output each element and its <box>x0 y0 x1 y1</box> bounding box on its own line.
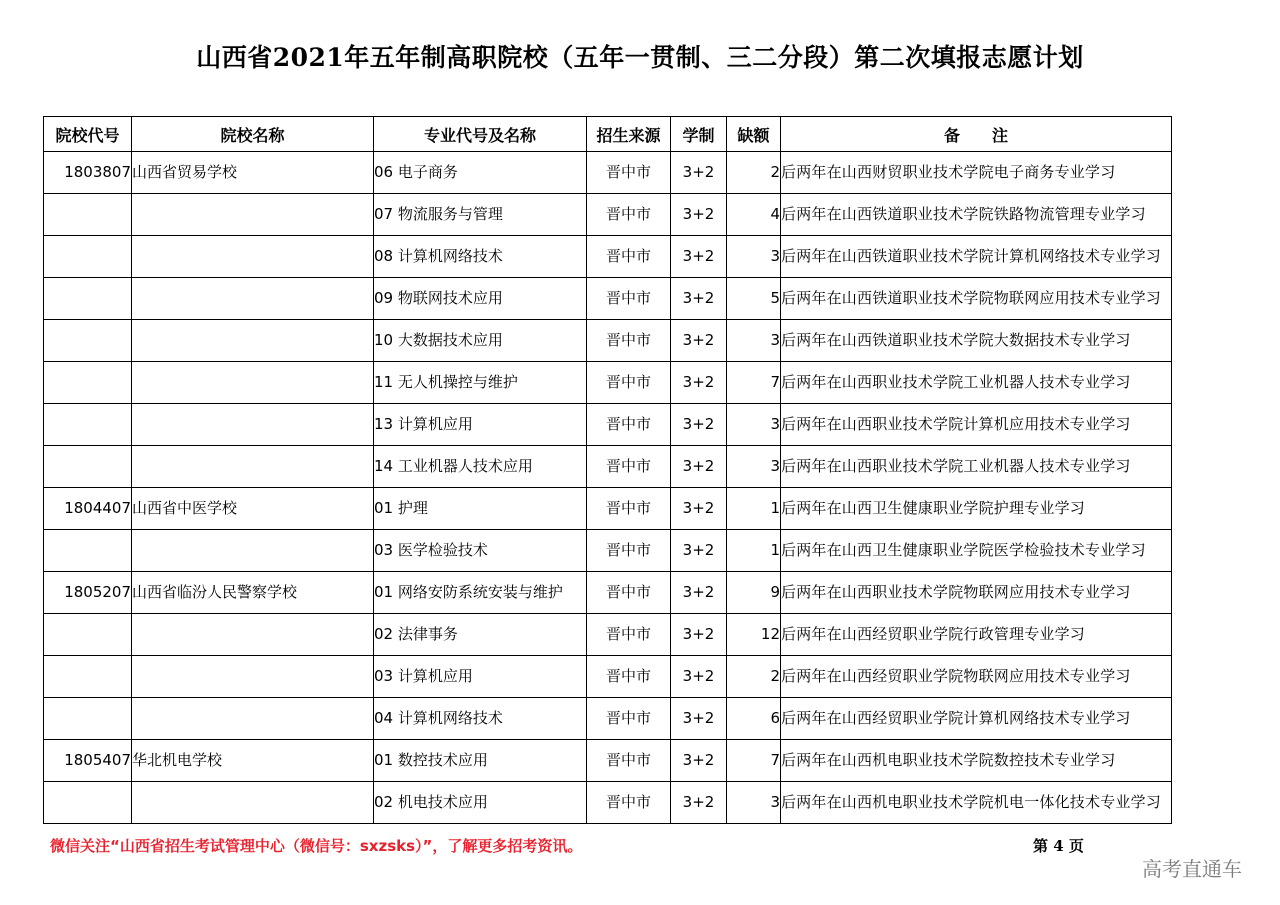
school-name-cell <box>132 320 374 362</box>
plan-table-body <box>44 152 1172 824</box>
school-name-cell <box>132 194 374 236</box>
system-cell: 3+2 <box>671 278 727 320</box>
header-note: 备 注 <box>781 117 1172 152</box>
school-code-cell <box>44 320 132 362</box>
school-code-cell <box>44 698 132 740</box>
school-code-cell: 1804407 <box>44 488 132 530</box>
major-cell: 07 物流服务与管理 <box>374 194 587 236</box>
note-cell: 后两年在山西机电职业技术学院机电一体化技术专业学习 <box>781 782 1172 824</box>
note-cell: 后两年在山西卫生健康职业学院医学检验技术专业学习 <box>781 530 1172 572</box>
system-cell: 3+2 <box>671 488 727 530</box>
major-cell: 13 计算机应用 <box>374 404 587 446</box>
school-code-cell <box>44 656 132 698</box>
table-row <box>44 698 1172 740</box>
table-row <box>44 614 1172 656</box>
source-cell: 晋中市 <box>587 404 671 446</box>
table-row <box>44 362 1172 404</box>
school-code-cell <box>44 404 132 446</box>
vacancy-cell: 3 <box>727 404 781 446</box>
system-cell: 3+2 <box>671 320 727 362</box>
school-code-cell <box>44 278 132 320</box>
system-cell: 3+2 <box>671 530 727 572</box>
vacancy-cell: 4 <box>727 194 781 236</box>
source-cell: 晋中市 <box>587 782 671 824</box>
system-cell: 3+2 <box>671 194 727 236</box>
table-row <box>44 404 1172 446</box>
school-name-cell: 山西省中医学校 <box>132 488 374 530</box>
school-name-cell <box>132 362 374 404</box>
major-cell: 08 计算机网络技术 <box>374 236 587 278</box>
vacancy-cell: 1 <box>727 530 781 572</box>
table-row <box>44 278 1172 320</box>
source-cell: 晋中市 <box>587 530 671 572</box>
note-cell: 后两年在山西铁道职业技术学院物联网应用技术专业学习 <box>781 278 1172 320</box>
system-cell: 3+2 <box>671 698 727 740</box>
system-cell: 3+2 <box>671 236 727 278</box>
school-name-cell: 山西省临汾人民警察学校 <box>132 572 374 614</box>
school-name-cell <box>132 614 374 656</box>
major-cell: 01 数控技术应用 <box>374 740 587 782</box>
note-cell: 后两年在山西经贸职业学院计算机网络技术专业学习 <box>781 698 1172 740</box>
vacancy-cell: 7 <box>727 362 781 404</box>
plan-table <box>43 116 1172 824</box>
table-row <box>44 572 1172 614</box>
source-cell: 晋中市 <box>587 740 671 782</box>
major-cell: 09 物联网技术应用 <box>374 278 587 320</box>
vacancy-cell: 7 <box>727 740 781 782</box>
system-cell: 3+2 <box>671 572 727 614</box>
school-name-cell <box>132 404 374 446</box>
note-cell: 后两年在山西卫生健康职业学院护理专业学习 <box>781 488 1172 530</box>
system-cell: 3+2 <box>671 782 727 824</box>
table-row <box>44 740 1172 782</box>
major-cell: 02 机电技术应用 <box>374 782 587 824</box>
source-cell: 晋中市 <box>587 698 671 740</box>
table-row <box>44 152 1172 194</box>
header-row <box>44 117 1172 152</box>
note-cell: 后两年在山西财贸职业技术学院电子商务专业学习 <box>781 152 1172 194</box>
watermark: 高考直通车 <box>1142 857 1242 881</box>
header-system: 学制 <box>671 117 727 152</box>
school-name-cell <box>132 278 374 320</box>
school-name-cell <box>132 236 374 278</box>
system-cell: 3+2 <box>671 404 727 446</box>
school-code-cell: 1805407 <box>44 740 132 782</box>
note-cell: 后两年在山西铁道职业技术学院铁路物流管理专业学习 <box>781 194 1172 236</box>
major-cell: 02 法律事务 <box>374 614 587 656</box>
table-row <box>44 488 1172 530</box>
school-name-cell: 山西省贸易学校 <box>132 152 374 194</box>
system-cell: 3+2 <box>671 152 727 194</box>
vacancy-cell: 3 <box>727 236 781 278</box>
vacancy-cell: 2 <box>727 152 781 194</box>
table-row <box>44 320 1172 362</box>
school-name-cell <box>132 656 374 698</box>
school-name-cell <box>132 782 374 824</box>
header-major: 专业代号及名称 <box>374 117 587 152</box>
wechat-notice: 微信关注“山西省招生考试管理中心（微信号：sxzsks）”，了解更多招考资讯。 <box>50 837 583 855</box>
header-vacancy: 缺额 <box>727 117 781 152</box>
vacancy-cell: 5 <box>727 278 781 320</box>
source-cell: 晋中市 <box>587 614 671 656</box>
vacancy-cell: 12 <box>727 614 781 656</box>
school-code-cell <box>44 236 132 278</box>
school-code-cell <box>44 194 132 236</box>
source-cell: 晋中市 <box>587 194 671 236</box>
source-cell: 晋中市 <box>587 362 671 404</box>
note-cell: 后两年在山西职业技术学院物联网应用技术专业学习 <box>781 572 1172 614</box>
major-cell: 10 大数据技术应用 <box>374 320 587 362</box>
vacancy-cell: 1 <box>727 488 781 530</box>
note-cell: 后两年在山西职业技术学院工业机器人技术专业学习 <box>781 446 1172 488</box>
page-number: 第 4 页 <box>1033 837 1084 855</box>
vacancy-cell: 2 <box>727 656 781 698</box>
source-cell: 晋中市 <box>587 572 671 614</box>
school-name-cell: 华北机电学校 <box>132 740 374 782</box>
vacancy-cell: 9 <box>727 572 781 614</box>
major-cell: 03 计算机应用 <box>374 656 587 698</box>
major-cell: 04 计算机网络技术 <box>374 698 587 740</box>
school-code-cell: 1805207 <box>44 572 132 614</box>
note-cell: 后两年在山西机电职业技术学院数控技术专业学习 <box>781 740 1172 782</box>
major-cell: 03 医学检验技术 <box>374 530 587 572</box>
vacancy-cell: 3 <box>727 320 781 362</box>
header-source: 招生来源 <box>587 117 671 152</box>
note-cell: 后两年在山西铁道职业技术学院计算机网络技术专业学习 <box>781 236 1172 278</box>
system-cell: 3+2 <box>671 614 727 656</box>
system-cell: 3+2 <box>671 656 727 698</box>
school-code-cell <box>44 614 132 656</box>
note-cell: 后两年在山西铁道职业技术学院大数据技术专业学习 <box>781 320 1172 362</box>
school-name-cell <box>132 698 374 740</box>
school-code-cell <box>44 362 132 404</box>
note-cell: 后两年在山西经贸职业学院行政管理专业学习 <box>781 614 1172 656</box>
school-code-cell: 1803807 <box>44 152 132 194</box>
table-row <box>44 236 1172 278</box>
table-row <box>44 194 1172 236</box>
school-name-cell <box>132 446 374 488</box>
note-cell: 后两年在山西职业技术学院计算机应用技术专业学习 <box>781 404 1172 446</box>
table-row <box>44 782 1172 824</box>
school-name-cell <box>132 530 374 572</box>
vacancy-cell: 6 <box>727 698 781 740</box>
source-cell: 晋中市 <box>587 446 671 488</box>
major-cell: 01 网络安防系统安装与维护 <box>374 572 587 614</box>
page-title: 山西省2021年五年制高职院校（五年一贯制、三二分段）第二次填报志愿计划 <box>196 43 1084 72</box>
major-cell: 06 电子商务 <box>374 152 587 194</box>
source-cell: 晋中市 <box>587 278 671 320</box>
header-school-name: 院校名称 <box>132 117 374 152</box>
vacancy-cell: 3 <box>727 446 781 488</box>
table-row <box>44 530 1172 572</box>
system-cell: 3+2 <box>671 740 727 782</box>
major-cell: 11 无人机操控与维护 <box>374 362 587 404</box>
system-cell: 3+2 <box>671 446 727 488</box>
source-cell: 晋中市 <box>587 320 671 362</box>
major-cell: 01 护理 <box>374 488 587 530</box>
note-cell: 后两年在山西经贸职业学院物联网应用技术专业学习 <box>781 656 1172 698</box>
system-cell: 3+2 <box>671 362 727 404</box>
school-code-cell <box>44 782 132 824</box>
source-cell: 晋中市 <box>587 488 671 530</box>
major-cell: 14 工业机器人技术应用 <box>374 446 587 488</box>
table-row <box>44 446 1172 488</box>
vacancy-cell: 3 <box>727 782 781 824</box>
note-cell: 后两年在山西职业技术学院工业机器人技术专业学习 <box>781 362 1172 404</box>
school-code-cell <box>44 530 132 572</box>
source-cell: 晋中市 <box>587 236 671 278</box>
table-row <box>44 656 1172 698</box>
school-code-cell <box>44 446 132 488</box>
header-school-code: 院校代号 <box>44 117 132 152</box>
source-cell: 晋中市 <box>587 656 671 698</box>
source-cell: 晋中市 <box>587 152 671 194</box>
